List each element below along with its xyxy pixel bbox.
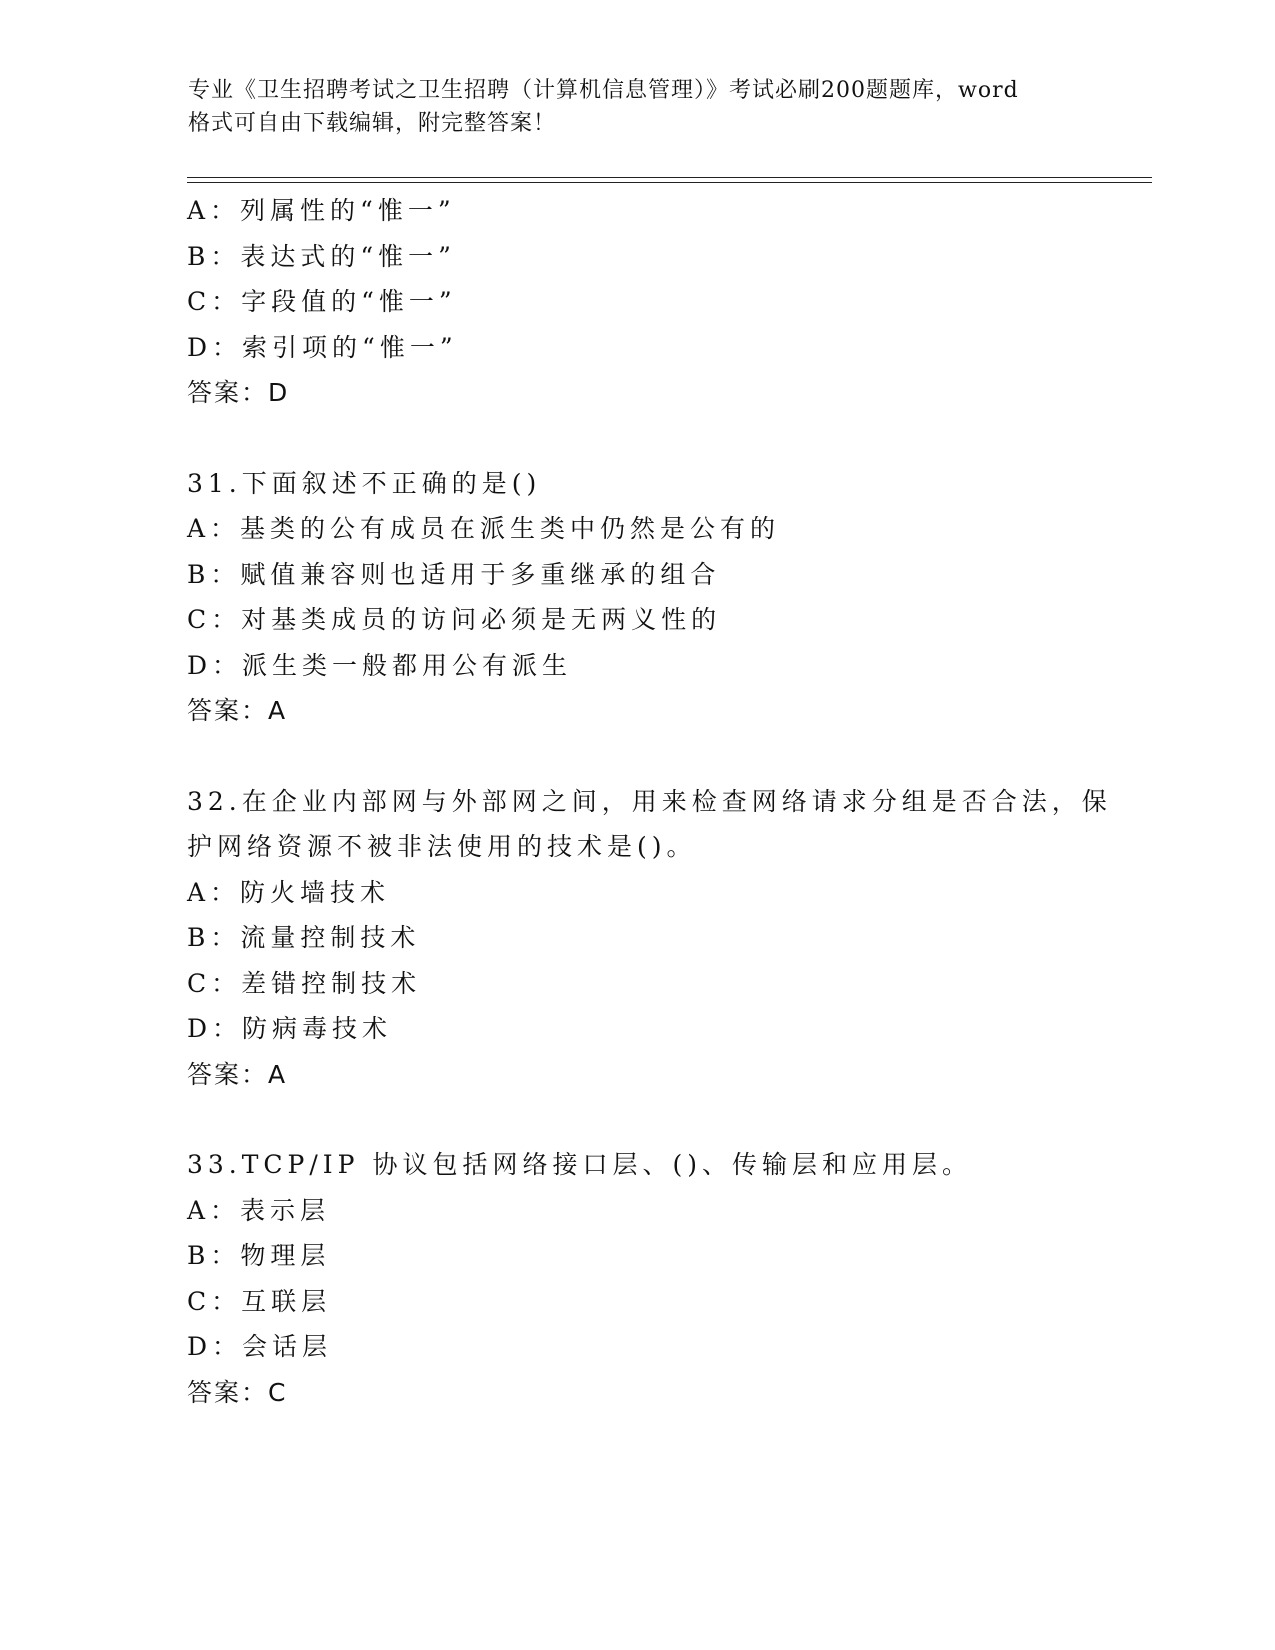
question-31-block bbox=[187, 461, 1087, 734]
option-b: B：表达式的“惟一” bbox=[187, 241, 456, 271]
answer-line: 答案：D bbox=[187, 378, 290, 407]
question-stem-continued: 护网络资源不被非法使用的技术是()。 bbox=[187, 832, 697, 861]
option-d: D：防病毒技术 bbox=[187, 1014, 393, 1043]
header-line-2: 格式可自由下载编辑，附完整答案！ bbox=[188, 111, 557, 136]
answer-line: 答案：C bbox=[187, 1377, 288, 1407]
option-b: B：流量控制技术 bbox=[187, 923, 421, 952]
spacer bbox=[187, 416, 1087, 461]
option-d: D：会话层 bbox=[187, 1332, 333, 1361]
option-c: C：差错控制技术 bbox=[187, 968, 422, 998]
header-divider-bottom bbox=[187, 182, 1152, 183]
option-b: B：赋值兼容则也适用于多重继承的组合 bbox=[187, 559, 721, 589]
option-a: A：基类的公有成员在派生类中仍然是公有的 bbox=[187, 514, 781, 543]
option-a: A：防火墙技术 bbox=[187, 877, 391, 907]
prev-question-block bbox=[187, 188, 1087, 416]
question-stem: 33.TCP/IP 协议包括网络接口层、()、传输层和应用层。 bbox=[187, 1150, 972, 1179]
spacer bbox=[187, 734, 1087, 779]
header-line-1: 专业《卫生招聘考试之卫生招聘（计算机信息管理）》考试必刷200题题库，word bbox=[188, 78, 1019, 103]
option-c: C：互联层 bbox=[187, 1286, 332, 1316]
option-c: C：字段值的“惟一” bbox=[187, 287, 457, 316]
option-a: A：列属性的“惟一” bbox=[187, 196, 456, 225]
answer-line: 答案：A bbox=[187, 1059, 288, 1089]
header-divider-top bbox=[187, 177, 1152, 178]
document-header bbox=[188, 74, 1088, 140]
question-list bbox=[187, 188, 1112, 1415]
question-stem: 32.在企业内部网与外部网之间，用来检查网络请求分组是否合法，保 bbox=[187, 786, 1112, 816]
question-32-block bbox=[187, 779, 1112, 1098]
option-d: D：派生类一般都用公有派生 bbox=[187, 650, 573, 680]
option-d: D：索引项的“惟一” bbox=[187, 332, 458, 362]
spacer bbox=[187, 1097, 1087, 1142]
option-b: B：物理层 bbox=[187, 1241, 331, 1270]
question-33-block bbox=[187, 1142, 1087, 1415]
question-stem: 31.下面叙述不正确的是() bbox=[187, 468, 542, 498]
answer-line: 答案：A bbox=[187, 696, 288, 725]
option-c: C：对基类成员的访问必须是无两义性的 bbox=[187, 605, 722, 634]
option-a: A：表示层 bbox=[187, 1195, 331, 1225]
